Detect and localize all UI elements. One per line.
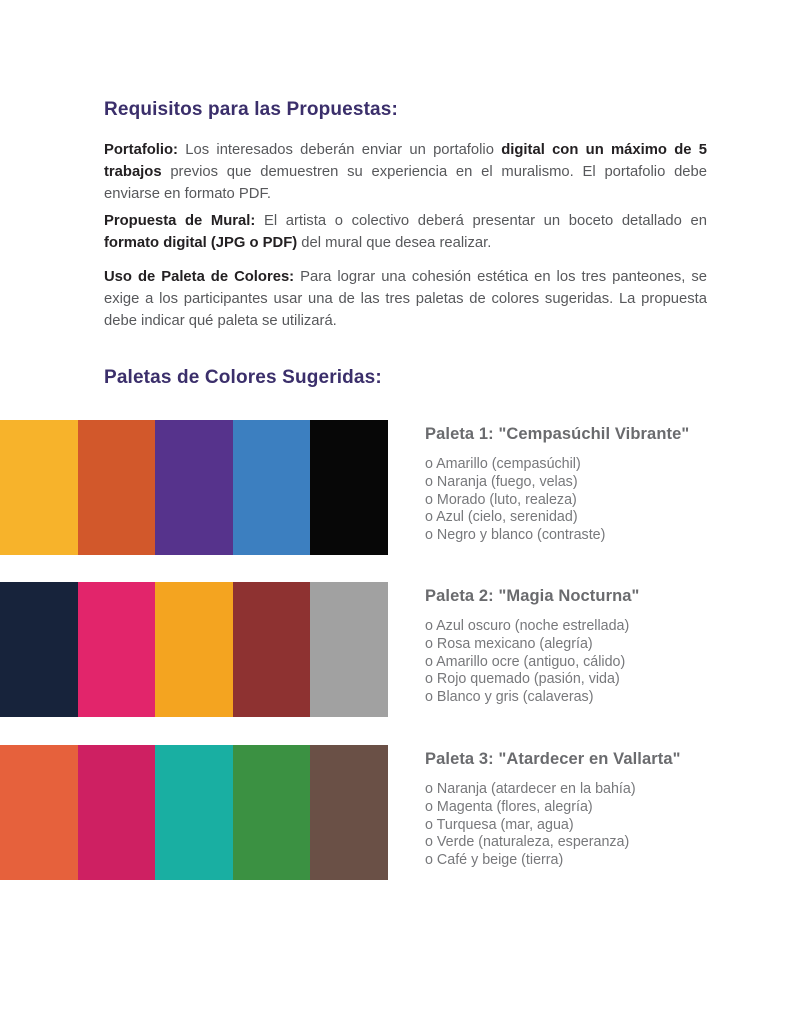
swatch-azul-oscuro [0,582,78,717]
palette-1-color-list [425,456,775,545]
palette-color-item: o Verde (naturaleza, esperanza) [425,834,630,851]
swatch-naranja [78,420,156,555]
portfolio-paragraph: Portafolio: Los interesados deberán enviar un portafolio digital con un máximo de 5 trabajos previos que demuestren su experiencia en el muralismo. El portafolio debe enviarse en formato PDF. [104,142,707,202]
palette-color-item: o Naranja (atardecer en la bahía) [425,781,636,797]
palette-color-item: o Azul (cielo, serenidad) [425,509,578,526]
palette-color-item: o Amarillo ocre (antiguo, cálido) [425,653,626,670]
swatch-negro [310,420,388,555]
swatch-morado [155,420,233,555]
palette-color-item: o Turquesa (mar, agua) [425,816,574,833]
palette-row-3 [0,745,788,880]
palette-row-1 [0,420,788,555]
swatch-magenta [78,745,156,880]
swatch-gris [310,582,388,717]
swatch-naranja-atardecer [0,745,78,880]
palettes-heading: Paletas de Colores Sugeridas: [104,367,382,388]
palette-2-color-list [425,618,775,707]
swatch-rojo-quemado [233,582,311,717]
palette-color-item: o Blanco y gris (calaveras) [425,689,594,706]
palette-color-item: o Negro y blanco (contraste) [425,527,606,544]
palette-color-item: o Naranja (fuego, velas) [425,473,578,490]
swatch-rosa-mexicano [78,582,156,717]
palette-usage-paragraph: Uso de Paleta de Colores: Para lograr una cohesión estética en los tres panteones, se exige a los participantes usar una de las tres paletas de colores sugeridas. La propuesta debe indicar qué paleta se utilizará. [104,269,707,329]
swatch-azul [233,420,311,555]
swatch-amarillo-ocre [155,582,233,717]
swatch-cafe [310,745,388,880]
palette-3-color-list [425,781,775,870]
mural-proposal-paragraph: Propuesta de Mural: El artista o colectivo deberá presentar un boceto detallado en formato digital (JPG o PDF) del mural que desea realizar. [104,213,707,251]
palette-color-item: o Amarillo (cempasúchil) [425,456,581,472]
palette-1-text-block [425,420,775,545]
requirements-heading: Requisitos para las Propuestas: [104,99,398,120]
palette-row-2 [0,582,788,717]
palette-color-item: o Magenta (flores, alegría) [425,798,593,815]
palette-3-text-block [425,745,775,870]
palette-2-swatch-strip [0,582,388,717]
palette-color-item: o Rojo quemado (pasión, vida) [425,671,620,688]
palette-color-item: o Rosa mexicano (alegría) [425,635,593,652]
swatch-amarillo [0,420,78,555]
swatch-verde [233,745,311,880]
palette-2-title: Paleta 2: "Magia Nocturna" [425,587,640,605]
palette-3-title: Paleta 3: "Atardecer en Vallarta" [425,750,681,768]
palette-1-swatch-strip [0,420,388,555]
palette-color-item: o Azul oscuro (noche estrellada) [425,618,630,634]
palette-color-item: o Morado (luto, realeza) [425,491,577,508]
palette-3-swatch-strip [0,745,388,880]
palette-1-title: Paleta 1: "Cempasúchil Vibrante" [425,425,690,443]
swatch-turquesa [155,745,233,880]
palette-2-text-block [425,582,775,707]
palette-color-item: o Café y beige (tierra) [425,852,564,869]
